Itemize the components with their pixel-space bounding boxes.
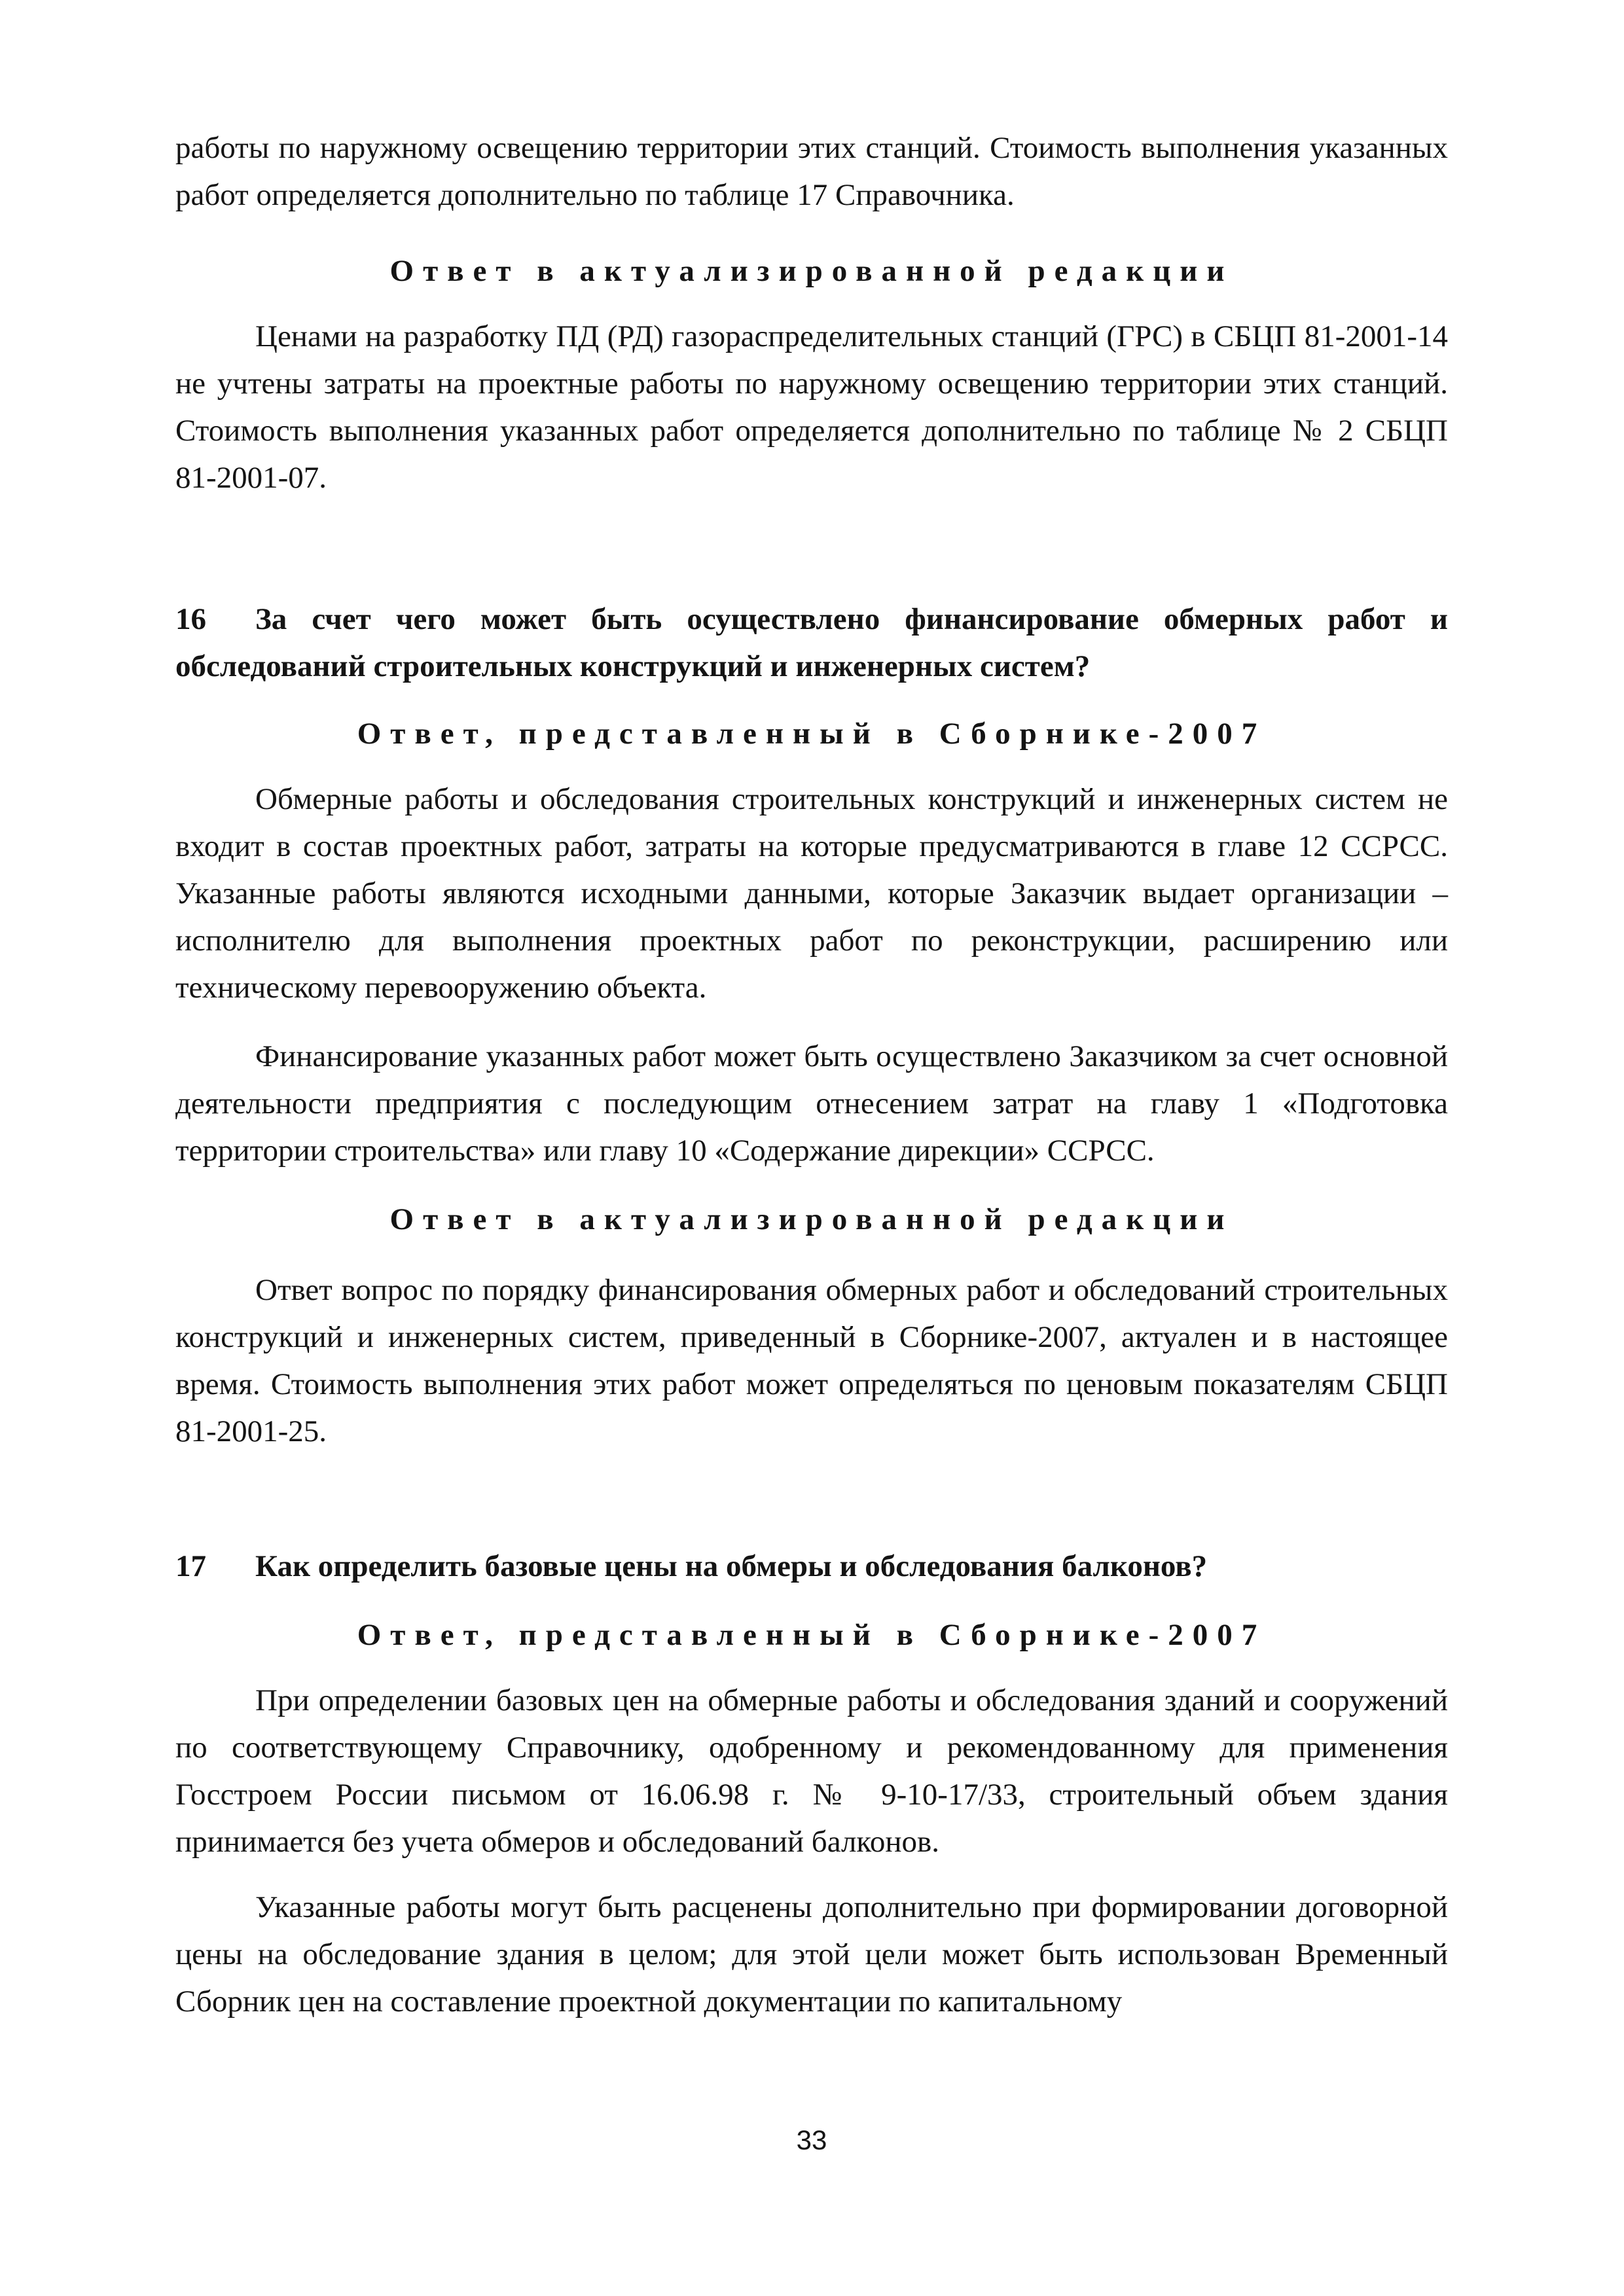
paragraph-answer-16-a: Обмерные работы и обследования строительных конструкций и инженерных систем не входит в состав проектных работ, затраты на которые предусматриваются в главе 12 ССРСС. Указанные работы являются исходными данными, которые Заказчик выдает организации – исполнителю для выполнения проектных работ по реконструкции, расширению или техническому перевооружению объекта.	[175, 782, 1448, 1005]
answer-heading-collection-2007: Ответ, представленный в Сборнике-2007	[357, 1618, 1267, 1652]
question-number: 16	[175, 602, 206, 636]
paragraph-answer-17-a: При определении базовых цен на обмерные работы и обследования зданий и сооружений по соответствующему Справочнику, одобренному и рекомендованному для применения Госстроем России письмом от 16.06.98 г. № 9-10-17/33, строительный объем здания принимается без учета обмеров и обследований балконов.	[175, 1683, 1448, 1859]
paragraph-answer-17-b: Указанные работы могут быть расценены дополнительно при формировании договорной цены на обследование здания в целом; для этой цели может быть использован Временный Сборник цен на составление проектной документации по капитальному	[175, 1890, 1448, 2018]
answer-heading-updated: Ответ в актуализированной редакции	[389, 1202, 1234, 1236]
answer-heading-collection-2007: Ответ, представленный в Сборнике-2007	[357, 717, 1267, 751]
question-number: 17	[175, 1549, 206, 1583]
paragraph-answer-16-b: Финансирование указанных работ может быть осуществлено Заказчиком за счет основной деятельности предприятия с последующим отнесением затрат на главу 1 «Подготовка территории строительства» или главу 10 «Содержание дирекции» ССРСС.	[175, 1039, 1448, 1168]
question-16	[175, 596, 1448, 690]
paragraph-updated-answer-16: Ответ вопрос по порядку финансирования обмерных работ и обследований строительных конструкций и инженерных систем, приведенный в Сборнике-2007, актуален и в настоящее время. Стоимость выполнения этих работ может определяться по ценовым показателям СБЦП 81-2001-25.	[175, 1273, 1448, 1448]
question-text: За счет чего может быть осуществлено финансирование обмерных работ и обследований строительных конструкций и инженерных систем?	[175, 602, 1448, 683]
question-text: Как определить базовые цены на обмеры и обследования балконов?	[255, 1549, 1208, 1583]
page-number: 33	[796, 2125, 827, 2155]
paragraph-updated-answer-15: Ценами на разработку ПД (РД) газораспределительных станций (ГРС) в СБЦП 81-2001-14 не учтены затраты на проектные работы по наружному освещению территории этих станций. Стоимость выполнения указанных работ определяется дополнительно по таблице № 2 СБЦП 81-2001-07.	[175, 319, 1448, 495]
question-17	[175, 1543, 1448, 1590]
paragraph-continuation: работы по наружному освещению территории этих станций. Стоимость выполнения указанных работ определяется дополнительно по таблице 17 Справочника.	[175, 131, 1448, 212]
answer-heading-updated: Ответ в актуализированной редакции	[389, 254, 1234, 288]
